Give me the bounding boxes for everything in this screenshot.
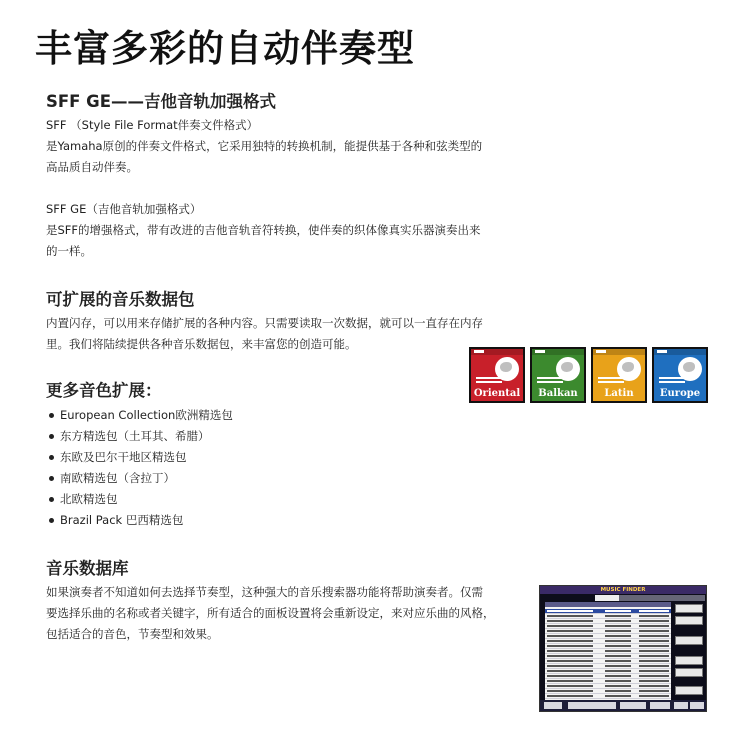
expansion-line-2: 里。我们将陆续提供各种音乐数据包，来丰富您的创造可能。 bbox=[46, 337, 357, 351]
music-finder-screenshot bbox=[539, 585, 707, 712]
voice-expansion-heading: 更多音色扩展： bbox=[46, 381, 162, 400]
list-item: 北欧精选包 bbox=[46, 489, 233, 510]
pack-name: Balkan bbox=[538, 388, 578, 399]
yamaha-logo-icon bbox=[474, 350, 484, 353]
voice-pack-list bbox=[46, 405, 233, 531]
music-database-heading: 音乐数据库 bbox=[46, 559, 129, 578]
page-title: 丰富多彩的自动伴奏型 bbox=[35, 26, 415, 70]
expansion-description bbox=[46, 313, 483, 355]
finder-side-button bbox=[675, 686, 703, 695]
yamaha-logo-icon bbox=[657, 350, 667, 353]
finder-side-button bbox=[675, 616, 703, 625]
sff-ge-line-2: 是SFF的增强格式，带有改进的吉他音轨音符转换，使伴奏的织体像真实乐器演奏出来 bbox=[46, 223, 481, 237]
sff-ge-description bbox=[46, 199, 481, 262]
database-line-3: 包括适合的音色，节奏型和效果。 bbox=[46, 627, 219, 641]
music-finder-footer bbox=[540, 700, 706, 711]
table-row bbox=[545, 694, 671, 699]
finder-side-button bbox=[675, 604, 703, 613]
pack-name: Europe bbox=[659, 388, 701, 399]
pack-name: Oriental bbox=[473, 388, 521, 399]
music-database-description bbox=[46, 582, 495, 645]
music-finder-title: MUSIC FINDER bbox=[540, 586, 706, 594]
pack-cover-oriental bbox=[469, 347, 525, 403]
finder-side-button bbox=[675, 668, 703, 677]
pack-cover-balkan bbox=[530, 347, 586, 403]
sff-ge-line-3: 的一样。 bbox=[46, 244, 92, 258]
pack-cover-europe bbox=[652, 347, 708, 403]
database-line-1: 如果演奏者不知道如何去选择节奏型，这种强大的音乐搜索器功能将帮助演奏者。仅需 bbox=[46, 585, 483, 599]
pack-cover-latin bbox=[591, 347, 647, 403]
sff-description bbox=[46, 115, 482, 178]
music-finder-tabs bbox=[595, 595, 705, 601]
sff-line-3: 高品质自动伴奏。 bbox=[46, 160, 138, 174]
pack-name: Latin bbox=[604, 388, 634, 399]
finder-side-button bbox=[675, 656, 703, 665]
list-item: European Collection欧洲精选包 bbox=[46, 405, 233, 426]
expansion-line-1: 内置闪存，可以用来存储扩展的各种内容。只需要读取一次数据，就可以一直存在内存 bbox=[46, 316, 483, 330]
database-line-2: 要选择乐曲的名称或者关键字，所有适合的面板设置将会重新设定，来对应乐曲的风格， bbox=[46, 606, 495, 620]
yamaha-logo-icon bbox=[535, 350, 545, 353]
sff-line-2: 是Yamaha原创的伴奏文件格式，它采用独特的转换机制，能提供基于各种和弦类型的 bbox=[46, 139, 483, 153]
sff-line-1: SFF （Style File Format伴奏文件格式） bbox=[46, 118, 259, 132]
sff-ge-line-1: SFF GE（吉他音轨加强格式） bbox=[46, 202, 202, 216]
yamaha-logo-icon bbox=[596, 350, 606, 353]
list-item: Brazil Pack 巴西精选包 bbox=[46, 510, 233, 531]
expansion-heading: 可扩展的音乐数据包 bbox=[46, 290, 195, 309]
list-item: 东方精选包（土耳其、希腊） bbox=[46, 426, 233, 447]
list-item: 东欧及巴尔干地区精选包 bbox=[46, 447, 233, 468]
list-item: 南欧精选包（含拉丁） bbox=[46, 468, 233, 489]
music-finder-list bbox=[545, 602, 671, 700]
expansion-pack-covers bbox=[469, 347, 709, 403]
finder-side-button bbox=[675, 636, 703, 645]
sff-ge-heading: SFF GE——吉他音轨加强格式 bbox=[46, 92, 276, 111]
